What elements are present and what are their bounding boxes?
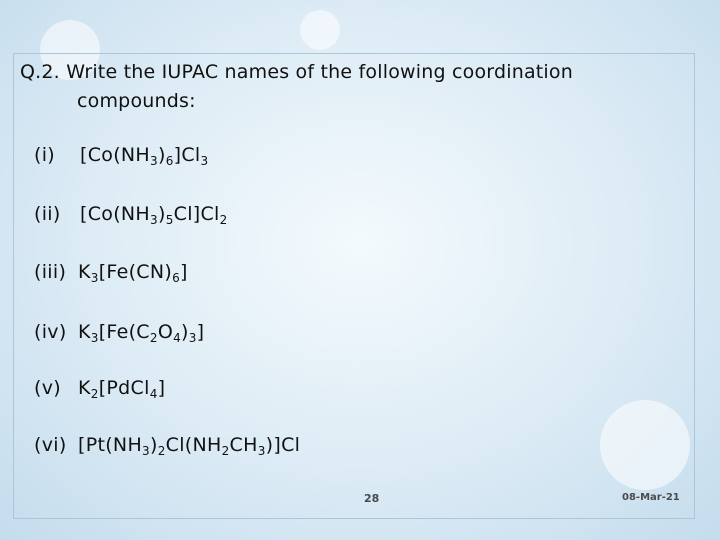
item-label: (i) bbox=[34, 144, 56, 166]
question-number: Q.2. bbox=[20, 61, 60, 83]
question-heading bbox=[20, 58, 690, 116]
background-sparkle bbox=[300, 10, 340, 50]
compound-item-v: (v) $K_2[PdCl_4]$ bbox=[34, 377, 166, 401]
item-label: (ii) bbox=[34, 203, 61, 225]
item-label: (vi) bbox=[34, 434, 67, 456]
item-label: (iii) bbox=[34, 261, 67, 283]
compound-item-ii: (ii) $[Co(NH_3)_5Cl]Cl_2$ bbox=[34, 203, 228, 227]
compound-item-iii: (iii) $K_3[Fe(CN)_6]$ bbox=[34, 261, 188, 285]
slide-date: 08-Mar-21 bbox=[622, 492, 680, 503]
item-label: (iv) bbox=[34, 321, 67, 343]
compound-item-iv: (iv) $K_3[Fe(C_2O_4)_3]$ bbox=[34, 321, 205, 345]
compound-item-vi: (vi) $[Pt(NH_3)_2Cl(NH_2CH_3)]Cl$ bbox=[34, 434, 301, 458]
item-label: (v) bbox=[34, 377, 61, 399]
question-text-line2: compounds: bbox=[77, 90, 196, 112]
compound-item-i: (i) $[Co(NH_3)_6]Cl_3$ bbox=[34, 144, 209, 168]
page-number: 28 bbox=[364, 492, 380, 505]
question-text-line1: Write the IUPAC names of the following coordination bbox=[66, 61, 573, 83]
